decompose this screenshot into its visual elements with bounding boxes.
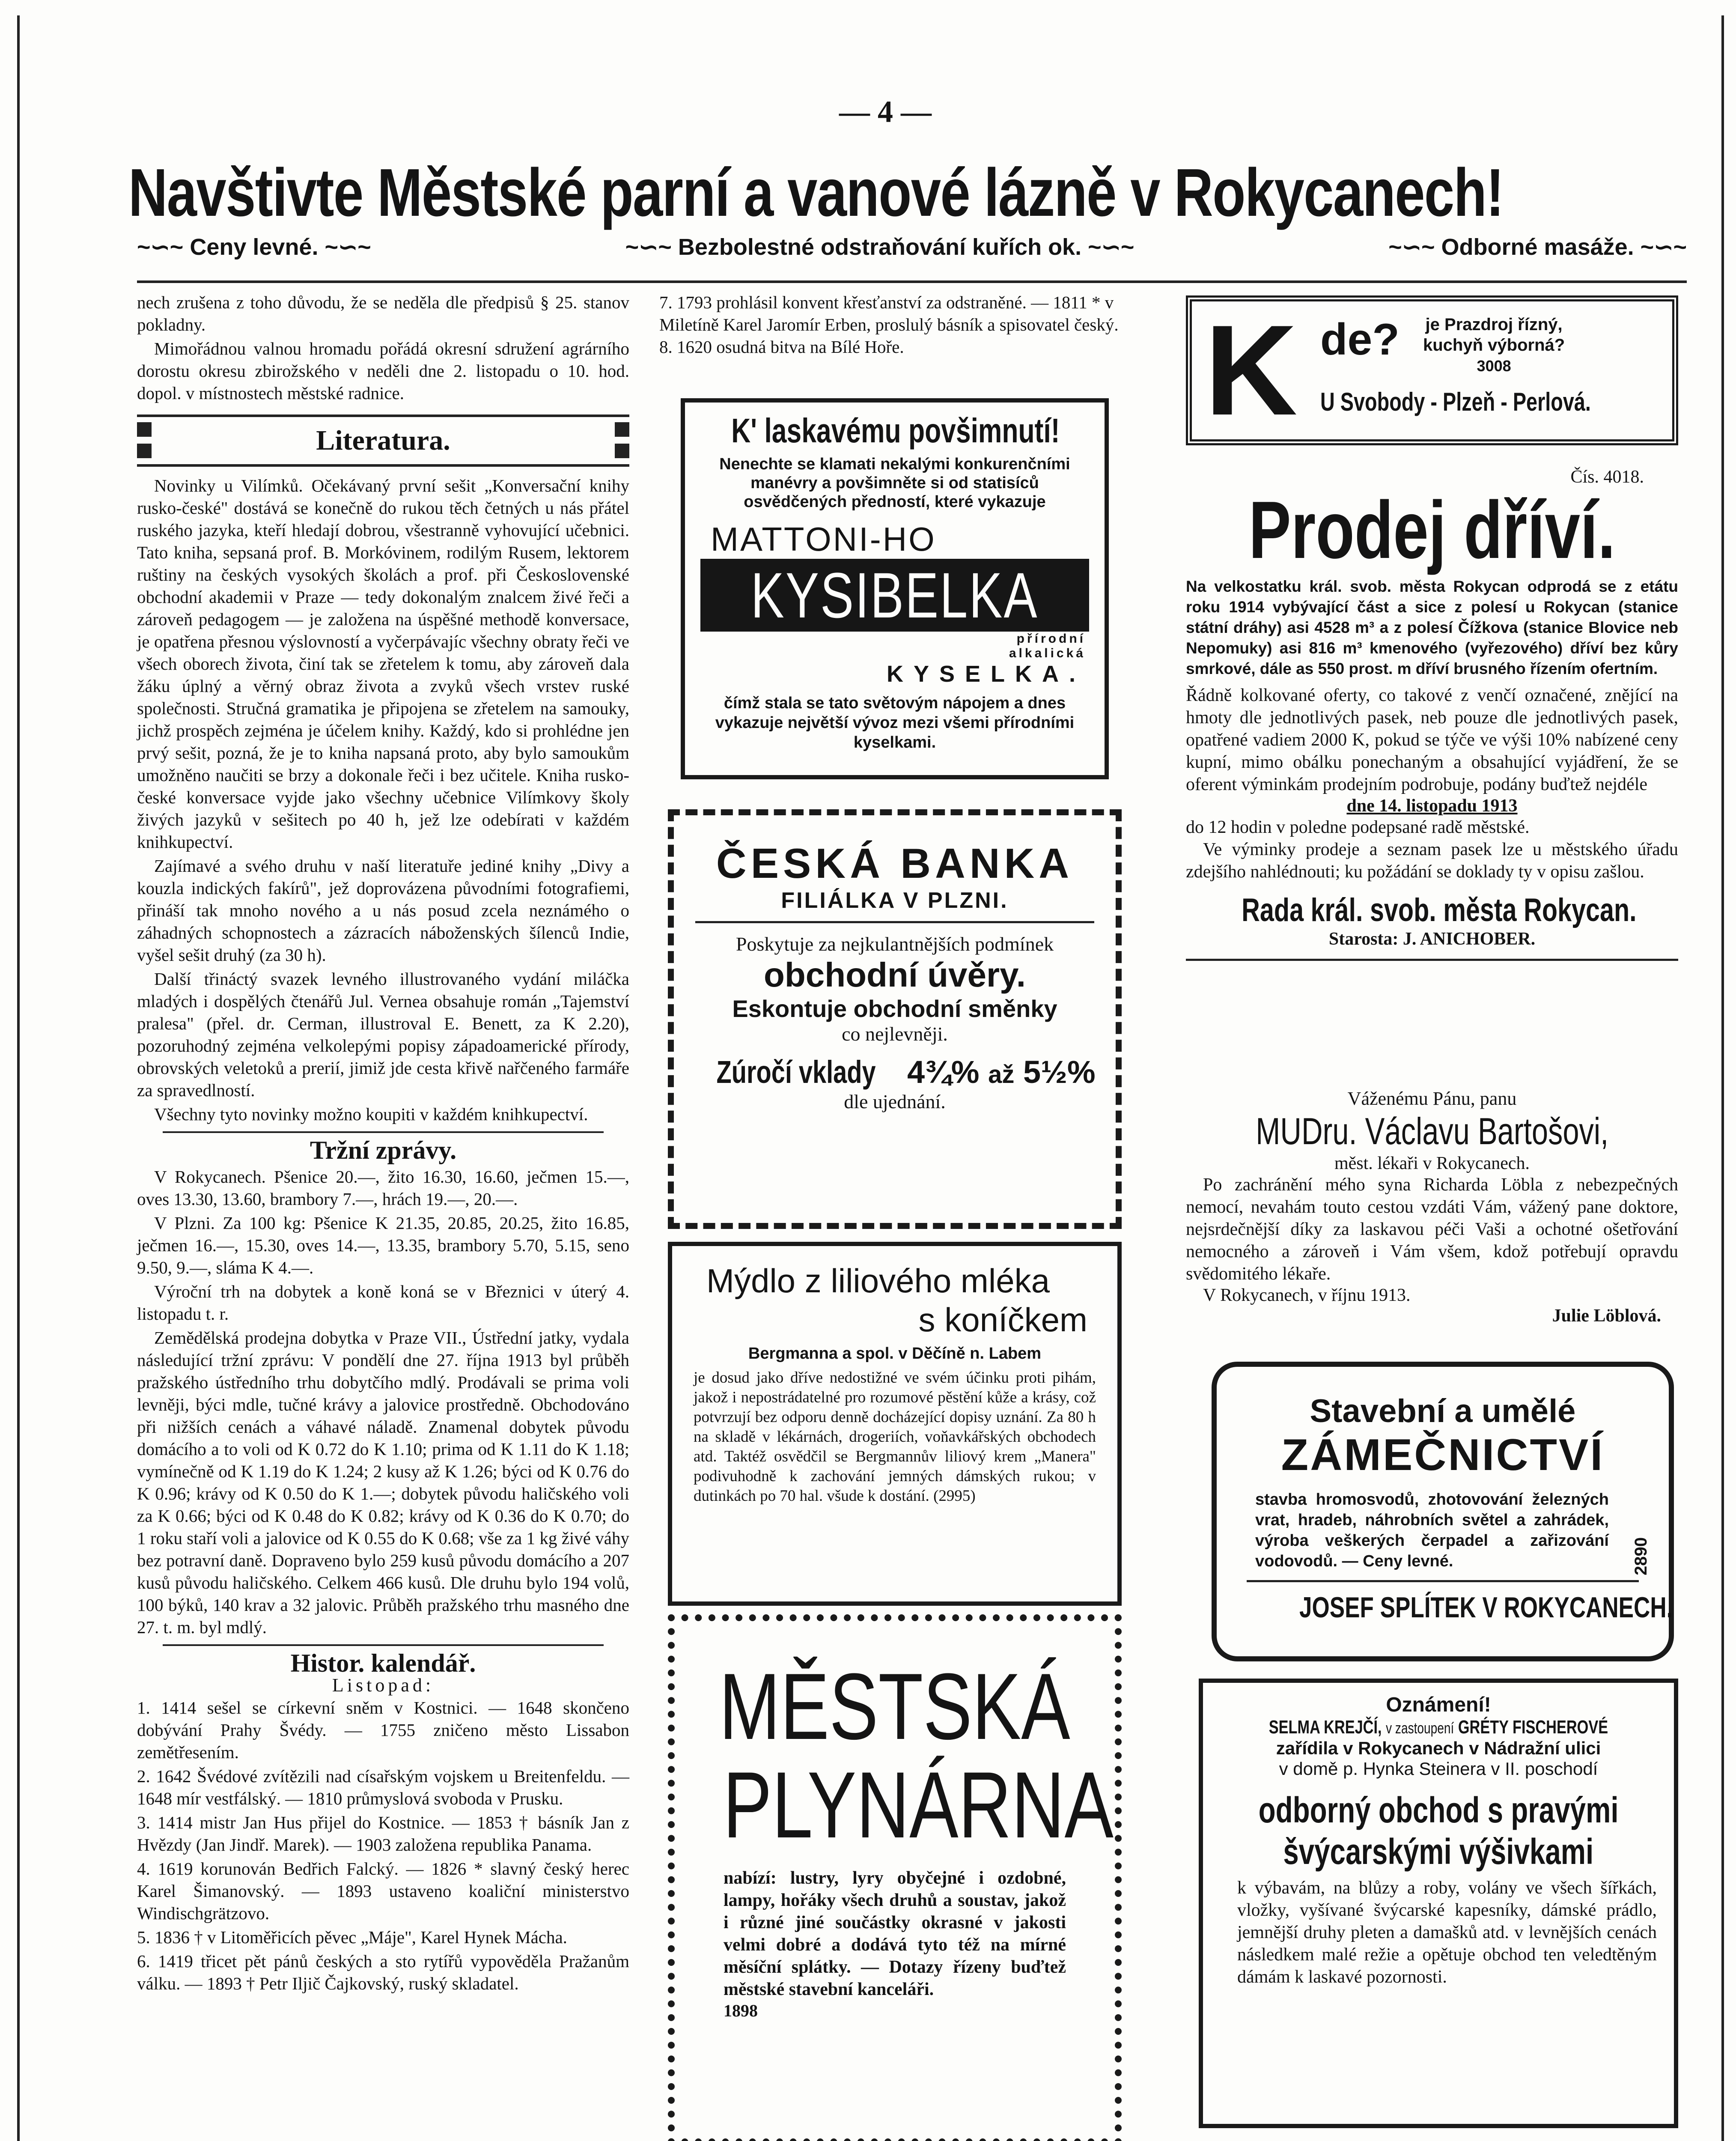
gasworks-code: 1898: [724, 2001, 758, 2020]
market-paragraph: V Plzni. Za 100 kg: Pšenice K 21.35, 20.85, 20.25, žito 16.85, ječmen 16.—, 15.30, oves 14.—, 13.35, brambory 5.70, 5.15, seno 9.50, 9.—, sláma K 4.—.: [137, 1213, 629, 1277]
bank-name: ČESKÁ BANKA: [716, 840, 1074, 887]
locksmith-code: 2890: [1632, 1537, 1651, 1575]
calendar-entry: 7. 1793 prohlásil konvent křesťanství za odstraněné. — 1811 * v Miletíně Karel Jaromír Erben, proslulý básník a spisovatel český.: [659, 292, 1119, 334]
pilsner-ad: [1186, 295, 1678, 445]
market-paragraph: V Rokycanech. Pšenice 20.—, žito 16.30, 16.60, ječmen 15.—, oves 13.30, 13.60, brambory 7.—, hrách 19.—, 20.—.: [137, 1167, 629, 1209]
town-council: Rada král. svob. města Rokycan.: [1242, 892, 1637, 928]
literature-paragraph: Novinky u Vilímků. Očekávaný první sešit „Konversační knihy rusko-české" dostává se konečně do rukou těch četných u nás přátel ruského jazyka, kteří hledají dobrou, všestranně vyhovující učebnici. Tato kniha, sepsaná prof. B. Morkóvinem, rodilým Rusem, lektorem ruštiny na českých vysokých školách a prof. při Československé obchodní akademii v Praze — tedy dokonalým znalcem živé řeči a zároveň pedagogem — je založena na úspěšné methodě konversace, je opatřena přesnou výslovností a vyčerpávajíc všechny obraty řeči ve všech oborech života, činí tak se zřetelem k tomu, aby zároveň dala žáku úplný a věrný obraz života a zvyků všech vrstev ruské společnosti. Stručná gramatika je připojena se zřetelem na samouky, jichž prospěch zejména je účelem knihy. Každý, kdo si prohlédne jen prvý sešit, pozná, že je to kniha napsaná proto, aby bylo samoukům umožněno naučiti se brzy a dokonale řeči i bez učitele. Kniha rusko-české konversace vyjde jako všechny učebnice Vilímkovy školy živých jazyků v sešitech po 40 h, jež lze odebírati v každém knihkupectví.: [137, 476, 629, 852]
wood-body-2: do 12 hodin v poledne podepsané radě městské.: [1186, 817, 1530, 837]
subhead-corns: ~∽~ Bezbolestné odstraňování kuřích ok. ~∽~: [625, 234, 1135, 260]
bank-branch: FILIÁLKA V PLZNI.: [781, 888, 1009, 913]
mayor: Starosta: J. ANICHOBER.: [1328, 929, 1536, 949]
wood-sale-ad: [1186, 467, 1678, 970]
notice-body: k výbavám, na blůzy a roby, volány ve všech šířkách, vložky, vyšívané švýcarské kapesníky, dámské prádlo, jemnější druhy pleten a damašků atd. v levnějších cenách následkem malé režie a opětuje obchod ten veledtěným dámám k laskavé pozornosti.: [1237, 1878, 1657, 1987]
mattoni-intro: Nenechte se klamati nekalými konkurenčními manévry a povšimněte si od statisíců osvědčených předností, které vykazuje: [719, 455, 1070, 511]
kysibelka-banner: KYSIBELKA: [700, 559, 1089, 632]
bank-deposits: Zúročí vklady 4¾% až 5½%: [716, 1054, 1096, 1090]
calendar-entry: 5. 1836 † v Litoměřicích pěvec „Máje", Karel Hynek Mácha.: [137, 1927, 567, 1947]
mattoni-brand: MATTONI-HO: [711, 520, 936, 558]
notice-line-2: zařídila v Rokycanech v Nádražní ulici: [1276, 1738, 1601, 1758]
thanks-salutation: Váženému Pánu, panu: [1347, 1088, 1517, 1109]
bank-discount: Eskontuje obchodní směnky: [732, 995, 1057, 1022]
pilsner-lines: je Prazdroj řízný, kuchyň výborná? 3008: [1423, 315, 1565, 375]
calendar-entry: 8. 1620 osudná bitva na Bílé Hoře.: [659, 337, 904, 357]
wood-body-3: Ve výminky prodeje a seznam pasek lze u městského úřadu zdejšího nahlédnouti; ku požádání se doklady ty v opisu zašlou.: [1186, 840, 1678, 882]
soap-title-1: Mýdlo z liliového mléka: [706, 1262, 1050, 1300]
lily-soap-ad: [668, 1242, 1122, 1606]
soap-maker: Bergmanna a spol. v Děčíně n. Labem: [748, 1345, 1042, 1363]
wood-date: dne 14. listopadu 1913: [1346, 796, 1518, 816]
wood-bold-text: Na velkostatku král. svob. města Rokycan odprodá se z etátu roku 1914 vybývající část a sice z polesí u Rokycan (stanice státní dráhy) asi 4528 m³ a z polesí Čížkova (stanice Blovice neb Nepomuky) asi 816 m³ kmenového (vyřezového) dříví bez kůry smrkové, dále as 550 prost. m dříví brusného řízením ofertním.: [1186, 578, 1678, 677]
literature-paragraph: Všechny tyto novinky možno koupiti v každém knihkupectví.: [154, 1104, 588, 1124]
thanks-signature: Julie Löblová.: [1552, 1306, 1661, 1326]
bank-agreement: dle ujednání.: [844, 1091, 946, 1112]
locksmith-ad: [1212, 1362, 1674, 1661]
locksmith-title-1: Stavební a umělé: [1310, 1393, 1576, 1429]
embroidery-notice-ad: [1199, 1679, 1678, 2128]
gasworks-title-2: PLYNÁRNA: [723, 1752, 1114, 1858]
soap-title-2: s koníčkem: [918, 1301, 1087, 1339]
bank-cheap: co nejlevněji.: [842, 1023, 948, 1045]
subhead-prices: ~∽~ Ceny levné. ~∽~: [137, 234, 371, 260]
market-paragraph: Zemědělská prodejna dobytka v Praze VII., Ústřední jatky, vydala následující tržní zprávu: V pondělí dne 27. října 1913 byl průběh pražského ústředního trhu dobytčího mdlý. Prodávali se prima voli levněji, býci mdle, tučné krávy a jalovice prostředně. Obchodováno při nižších cenách a váhavé náladě. Znamenal dobytek původu domácího a to voli od K 0.72 do K 1.10; prima od K 1.11 do K 1.18; vymínečně od K 1.19 do K 1.24; 2 kusy až K 1.26; býci od K 0.76 do K 0.96; krávy od K 0.50 do K 1.—; dobytek původu haličského voli za K 0.66; býci od K 0.48 do K 0.82; krávy od K 0.36 do K 0.70; do 1 roku staří voli a jalovice od K 0.55 do K 0.68; vše za 1 kg živé váhy bez potravní daně. Dopraveno bylo 259 kusů původu domácího a 207 kusů původu haličského. Celkem 466 kusů. Dle druhu bylo 194 volů, 100 býků, 140 krav a 32 jalovic. Průběh pražského trhu masného dne 27. t. m. byl mdlý.: [137, 1328, 629, 1637]
page-number: — 4 —: [839, 95, 932, 129]
literature-paragraph: Zajímavé a svého druhu v naší literatuře jediné knihy „Divy a kouzla indických fakírů", jež doprovázena původními fotografiemi, přináší tak mnoho nového a u nás posud zcela neznámého o záhadných schopnostech a zázracích náboženských šílenců Indie, vyšel sešit druhý (za 30 h).: [137, 856, 629, 965]
thanks-body: Po zachránění mého syna Richarda Löbla z nebezpečných nemocí, nevahám touto cestou vzdáti Vám, vážený pane doktore, nejsrdečnější díky za laskavou péči Vaši a ochotné ošetřování nemocného a zároveň i Vám všem, kdož potřebují opravdu svědomitého lékaře.: [1186, 1175, 1678, 1284]
ceska-banka-ad: [668, 809, 1122, 1229]
thanks-role: měst. lékaři v Rokycanech.: [1334, 1154, 1530, 1173]
intro-paragraph: Mimořádnou valnou hromadu pořádá okresní sdružení agrárního dorostu okresu zbirožského v neděli dne 2. listopadu o 10. hod. dopol. v místnostech městské radnice.: [137, 339, 629, 403]
wood-number: Čís. 4018.: [1570, 467, 1644, 487]
locksmith-name: JOSEF SPLÍTEK V ROKYCANECH.: [1247, 1580, 1639, 1624]
soap-body: je dosud jako dříve nedostižné ve svém účinku proti pihám, jakož i nepostrádatelné pro rozumové pěstění kůže a krásy, což potvrzují bez odporu denně docházející dopisy uznání. Za 80 h na skladě v lékárnách, drogeriích, voňavkářských obchodech atd. Taktéž osvědčil se Bergmannův liliový krem „Manera" podivuhodně k zachování jemných dámských rukou; v dutinkách po 70 hal. všude k dostání. (2995): [694, 1369, 1096, 1505]
calendar-entry: 2. 1642 Švédové zvítězili nad císařským vojskem u Breitenfeldu. — 1648 mír vestfálský. — 1810 průmyslová svoboda v Prusku.: [137, 1766, 629, 1808]
bank-loans: obchodní úvěry.: [764, 956, 1026, 994]
gasworks-title-1: MĚSTSKÁ: [719, 1654, 1071, 1759]
gasworks-body: nabízí: lustry, lyry obyčejné i ozdobné, lampy, hořáky všech druhů a soustav, jakož i různé jiné součástky okrasné v jakosti velmi dobré a dodává tyto též na mírné měsíční splátky. — Dotazy řízeny buďtež městské stavební kanceláři.: [724, 1868, 1066, 1999]
calendar-entry: 4. 1619 korunován Bedřich Falcký. — 1826 * slavný český herec Karel Šimanovský. — 1893 ustaveno koaliční ministerstvo Windischgrätzovo.: [137, 1859, 629, 1923]
headline-subheads: [137, 233, 1687, 260]
gasworks-ad: [668, 1614, 1122, 2141]
calendar-entry: 3. 1414 mistr Jan Hus přijel do Kostnice. — 1853 † básník Jan z Hvězdy (Jan Jindř. Marek). — 1903 založena republika Panama.: [137, 1813, 629, 1855]
notice-line-1: SELMA KREJČÍ, v zastoupení GRÉTY FISCHEROVÉ: [1269, 1717, 1608, 1738]
market-title: Tržní zprávy.: [310, 1136, 457, 1164]
intro-paragraph: nech zrušena z toho důvodu, že se neděla dle předpisů § 25. stanov pokladny.: [137, 292, 629, 334]
bank-line1: Poskytuje za nejkulantnějších podmínek: [735, 933, 1054, 955]
rate-high: 5½%: [1023, 1054, 1096, 1090]
market-paragraph: Výroční trh na dobytek a koně koná se v Březnici v úterý 4. listopadu t. r.: [137, 1282, 629, 1324]
calendar-entry: 6. 1419 třicet pět pánů českých a sto rytířů vypověděla Pražanům válku. — 1893 † Petr Iljič Čajkovský, ruský skladatel.: [137, 1951, 629, 1993]
literature-title: Literatura.: [316, 425, 450, 456]
column-1: [137, 291, 629, 1996]
locksmith-body: stavba hromosvodů, zhotovování železných vrat, hradeb, náhrobních světel a zahrádek, výroba veškerých čerpadel a zařizování vodovodů. — Ceny levné.: [1255, 1491, 1609, 1570]
literature-heading-box: [137, 414, 629, 467]
header-rule: [137, 280, 1687, 283]
subhead-massage: ~∽~ Odborné masáže. ~∽~: [1388, 234, 1687, 260]
pilsner-address: U Svobody - Plzeň - Perlová.: [1320, 388, 1591, 416]
section-divider: [163, 1131, 604, 1133]
calendar-continued: [659, 291, 1130, 358]
thanks-doctor: MUDru. Václavu Bartošovi,: [1256, 1110, 1608, 1152]
calendar-entry: 1. 1414 sešel se církevní sněm v Kostnici. — 1648 skončeno dobývání Prahy Švédy. — 1755 zničeno město Lissabon zemětřesením.: [137, 1698, 629, 1762]
page-headline: Navštivte Městské parní a vanové lázně v Rokycanech!: [128, 155, 1504, 230]
literature-paragraph: Další třináctý svazek levného illustrovaného vydání miláčka mladých i dospělých čtenářů Jul. Vernea obsahuje román „Tajemství pralesa" (přel. dr. Cerman, illustroval E. Benett, za K 2.20), pozoruhodný zejména velkolepými popisy západoamerické přírody, obrovských veletoků a prerií, jimiž jde cesta křivě nařčeného farmáře za spravedlností.: [137, 969, 629, 1100]
section-divider: [163, 1644, 604, 1646]
thanks-notice: [1186, 1088, 1678, 1326]
mattoni-bottom: čímž stala se tato světovým nápojem a dnes vykazuje největší vývoz mezi všemi přírodními kyselkami.: [715, 694, 1075, 751]
notice-line-3: v domě p. Hynka Steinera v II. poschodí: [1279, 1759, 1598, 1779]
wood-body: Řádně kolkované oferty, co takové z venčí označené, znějící na hmoty dle jednotlivých pasek, neb pouze dle jednotlivých pasek, opatřené vadiem 2000 K, pokud se týče ve výši 10% nabízené ceny kupní, mimo obálku ponechaným a obsahující vyjádření, že se oferent výminkám prodejním podrobuje, podány buďtež nejdéle: [1186, 686, 1678, 794]
wood-title: Prodej dříví.: [1248, 485, 1616, 576]
calendar-month: Listopad:: [332, 1675, 435, 1696]
mattoni-ad: [681, 398, 1109, 779]
big-k-letter: K: [1205, 298, 1298, 442]
notice-big-1: odborný obchod s pravými: [1258, 1790, 1619, 1830]
mattoni-natural: přírodní alkalická: [1009, 632, 1086, 660]
rate-low: 4¾%: [907, 1054, 980, 1090]
locksmith-title-2: ZÁMEČNICTVÍ: [1281, 1430, 1605, 1480]
notice-title: Oznámení!: [1386, 1694, 1491, 1716]
notice-big-2: švýcarskými výšivkami: [1283, 1831, 1594, 1872]
mattoni-kyselka: KYSELKA.: [886, 661, 1086, 687]
kde-question: de?: [1320, 315, 1400, 364]
thanks-place: V Rokycanech, v říjnu 1913.: [1203, 1285, 1411, 1305]
mattoni-title: K' laskavému povšimnutí!: [731, 412, 1060, 450]
calendar-title: Histor. kalendář.: [290, 1649, 476, 1677]
